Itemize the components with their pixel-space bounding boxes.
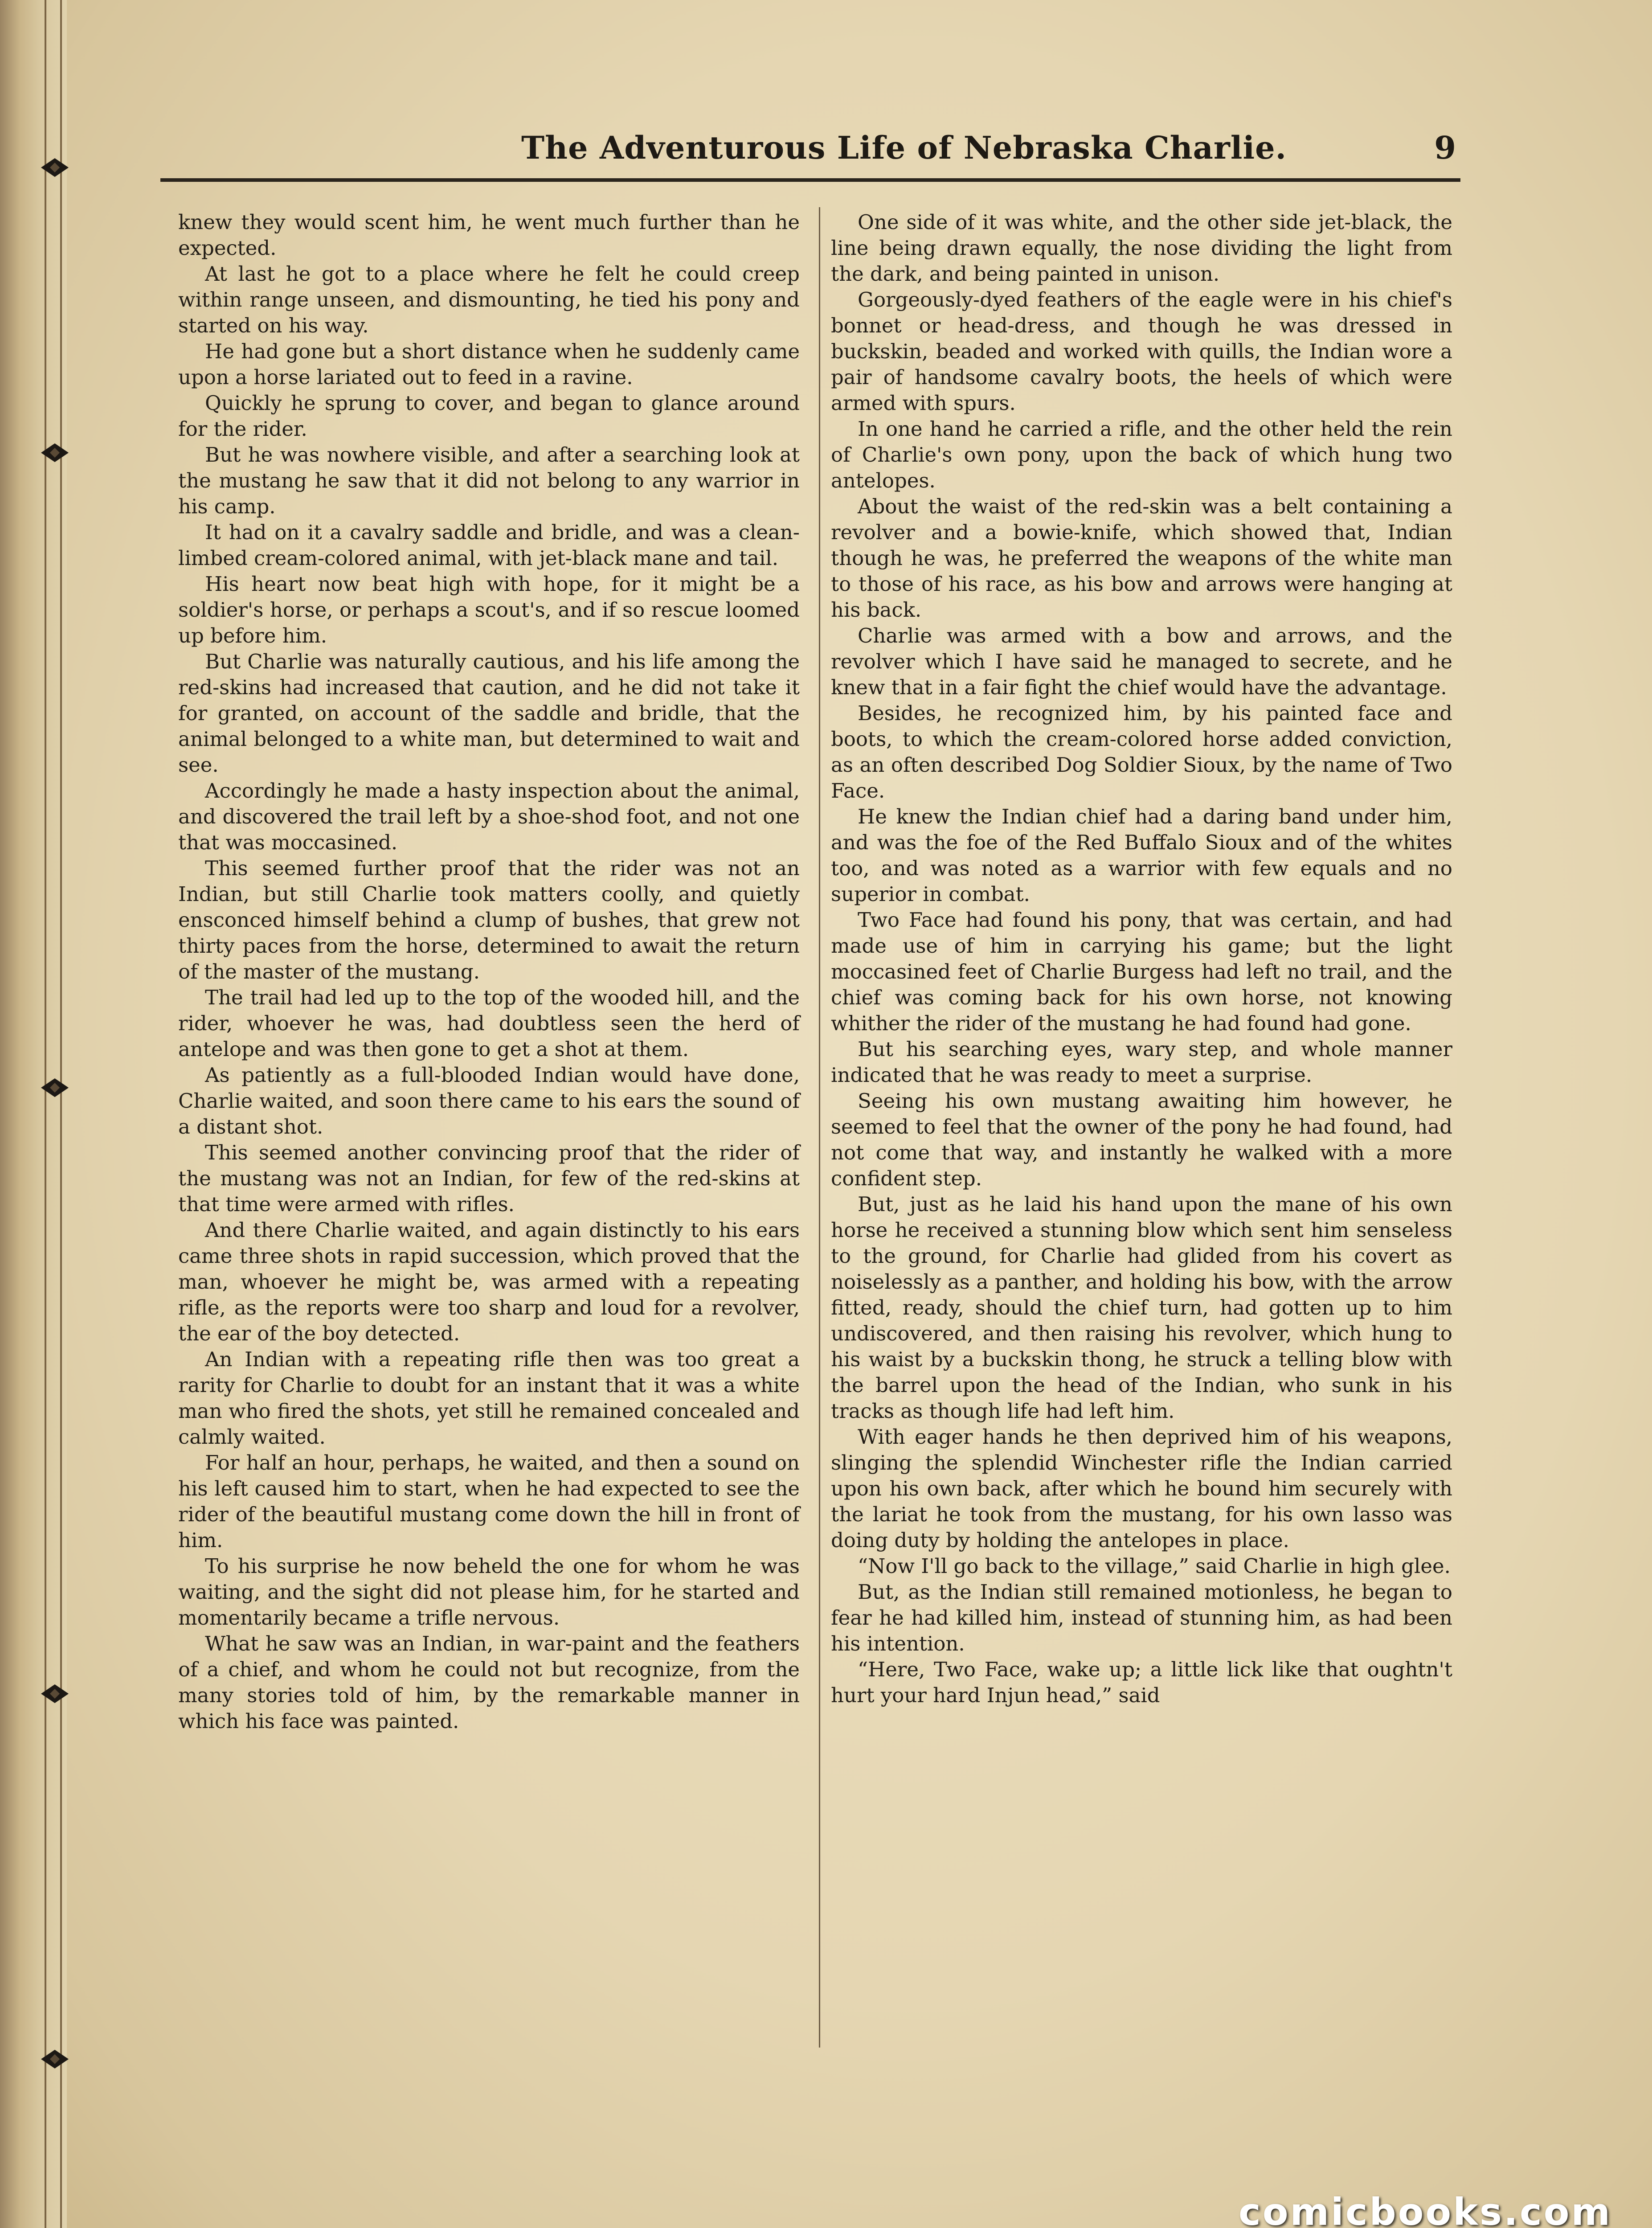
paragraph: This seemed further proof that the rider was not an Indian, but still Charlie took matters coolly, and quietly ensconced himself behind a clump of bushes, that grew not thirty paces from the horse, determined to await the return of the master of the mustang. [178,856,800,983]
binding-edge [45,0,46,2228]
paragraph: But, as the Indian still remained motionless, he began to fear he had killed him, instead of stunning him, as had been his intention. [831,1580,1452,1655]
paragraph: He knew the Indian chief had a daring band under him, and was the foe of the Red Buffalo Sioux and of the whites too, and was noted as a warrior with few equals and no superior in combat. [831,805,1452,906]
paragraph: Two Face had found his pony, that was certain, and had made use of him in carrying his game; but the light moccasined feet of Charlie Burgess had left no trail, and the chief was coming back for his own horse, not knowing whither the rider of the mustang he had found had gone. [831,908,1452,1035]
left-column [178,209,800,1734]
staple-icon [41,2045,69,2073]
paragraph: This seemed another convincing proof that the rider of the mustang was not an Indian, for few of the red-skins at that time were armed with rifles. [178,1141,800,1216]
page-title: The Adventurous Life of Nebraska Charlie. [521,129,1287,166]
paragraph: He had gone but a short distance when he suddenly came upon a horse lariated out to feed in a ravine. [178,340,800,389]
page-number: 9 [1434,129,1456,166]
paragraph: Besides, he recognized him, by his painted face and boots, to which the cream-colored horse added conviction, as an often described Dog Soldier Sioux, by the name of Two Face. [831,701,1452,803]
page-binding [0,0,67,2228]
paragraph: One side of it was white, and the other side jet-black, the line being drawn equally, the nose dividing the light from the dark, and being painted in unison. [831,210,1452,286]
paragraph: The trail had led up to the top of the wooded hill, and the rider, whoever he was, had doubtless seen the herd of antelope and was then gone to get a shot at them. [178,986,800,1061]
paragraph: About the waist of the red-skin was a belt containing a revolver and a bowie-knife, which showed that, Indian though he was, he preferred the weapons of the white man to those of his race, as his bow and arrows were hanging at his back. [831,495,1452,622]
paragraph: Charlie was armed with a bow and arrows, and the revolver which I have said he managed to secrete, and he knew that in a fair fight the chief would have the advantage. [831,624,1452,699]
paragraph: “Now I'll go back to the village,” said Charlie in high glee. [858,1554,1451,1578]
paragraph: To his surprise he now beheld the one for whom he was waiting, and the sight did not please him, for he started and momentarily became a trifle nervous. [178,1554,800,1630]
running-header [160,129,1460,182]
paragraph: His heart now beat high with hope, for it might be a soldier's horse, or perhaps a scout's, and if so rescue loomed up before him. [178,572,800,647]
paragraph: What he saw was an Indian, in war-paint and the feathers of a chief, and whom he could not but recognize, from the many stories told of him, by the remarkable manner in which his face was painted. [178,1632,800,1733]
paragraph: As patiently as a full-blooded Indian would have done, Charlie waited, and soon there came to his ears the sound of a distant shot. [178,1063,800,1139]
binding-edge [60,0,62,2228]
right-column [831,209,1452,1708]
paragraph: “Here, Two Face, wake up; a little lick like that oughtn't hurt your hard Injun head,” said [831,1658,1452,1707]
paragraph: And there Charlie waited, and again distinctly to his ears came three shots in rapid succession, which proved that the man, whoever he might be, was armed with a repeating rifle, as the reports were too sharp and loud for a revolver, the ear of the boy detected. [178,1218,800,1345]
column-divider [819,207,820,2048]
paragraph: With eager hands he then deprived him of his weapons, slinging the splendid Winchester rifle the Indian carried upon his own back, after which he bound him securely with the lariat he took from the mustang, for his own lasso was doing duty by holding the antelopes in place. [831,1425,1452,1552]
paragraph: Seeing his own mustang awaiting him however, he seemed to feel that the owner of the pony he had found, had not come that way, and instantly he walked with a more confident step. [831,1089,1452,1190]
staple-icon [41,154,69,181]
paragraph: knew they would scent him, he went much further than he expected. [178,210,800,260]
paragraph: Quickly he sprung to cover, and began to glance around for the rider. [178,391,800,441]
paragraph: But Charlie was naturally cautious, and his life among the red-skins had increased that caution, and he did not take it for granted, on account of the saddle and bridle, that the animal belonged to a white man, but determined to wait and see. [178,650,800,777]
staple-icon [41,1680,69,1708]
paragraph: For half an hour, perhaps, he waited, and then a sound on his left caused him to start, when he had expected to see the rider of the beautiful mustang come down the hill in front of him. [178,1451,800,1552]
paragraph: At last he got to a place where he felt he could creep within range unseen, and dismounting, he tied his pony and started on his way. [178,262,800,337]
staple-icon [41,439,69,467]
staple-icon [41,1074,69,1102]
paragraph: In one hand he carried a rifle, and the other held the rein of Charlie's own pony, upon the back of which hung two antelopes. [831,417,1452,492]
paragraph: But, just as he laid his hand upon the mane of his own horse he received a stunning blow which sent him senseless to the ground, for Charlie had glided from his covert as noiselessly as a panther, and holding his bow, with the arrow fitted, ready, should the chief turn, had gotten up to him undiscovered, and then raising his revolver, which hung to his waist by a buckskin thong, he struck a telling blow with the barrel upon the head of the Indian, who sunk in his tracks as though life had left him. [831,1192,1452,1423]
paragraph: Gorgeously-dyed feathers of the eagle were in his chief's bonnet or head-dress, and though he was dressed in buckskin, beaded and worked with quills, the Indian wore a pair of handsome cavalry boots, the heels of which were armed with spurs. [831,288,1452,415]
paragraph: Accordingly he made a hasty inspection about the animal, and discovered the trail left by a shoe-shod foot, and not one that was moccasined. [178,779,800,854]
paragraph: It had on it a cavalry saddle and bridle, and was a clean-limbed cream-colored animal, with jet-black mane and tail. [178,520,800,570]
paragraph: An Indian with a repeating rifle then was too great a rarity for Charlie to doubt for an instant that it was a white man who fired the shots, yet still he remained concealed and calmly waited. [178,1347,800,1449]
paragraph: But his searching eyes, wary step, and whole manner indicated that he was ready to meet a surprise. [831,1037,1452,1087]
site-watermark: comicbooks.com [1239,2190,1612,2228]
paragraph: But he was nowhere visible, and after a searching look at the mustang he saw that it did not belong to any warrior in his camp. [178,443,800,518]
